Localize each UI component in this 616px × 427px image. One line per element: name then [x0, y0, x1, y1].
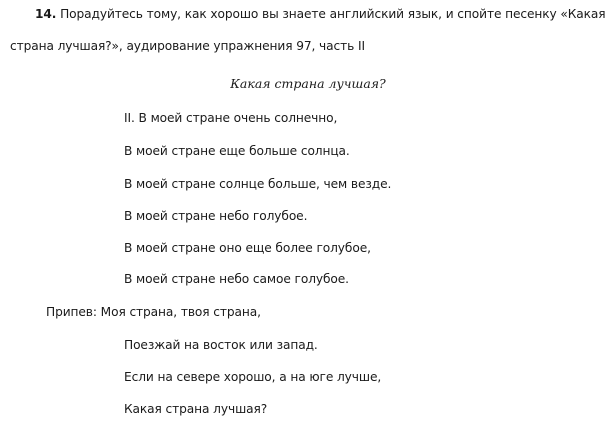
verse-line: В моей стране еще больше солнца. [124, 144, 350, 158]
task-instruction-line-1 [35, 6, 606, 22]
verse-line: В моей стране солнце больше, чем везде. [124, 177, 392, 191]
chorus-label: Припев: [46, 305, 97, 319]
verse-line: В моей стране небо голубое. [124, 209, 308, 223]
chorus-text: Моя страна, твоя страна, [100, 305, 261, 319]
task-number: 14. [35, 7, 57, 21]
task-text-1: Порадуйтесь тому, как хорошо вы знаете английский язык, и спойте песенку «Какая [60, 7, 606, 21]
verse-line: В моей стране небо самое голубое. [124, 272, 349, 286]
song-title: Какая страна лучшая? [230, 76, 386, 91]
task-text-2: страна лучшая?», аудирование упражнения 97, часть II [10, 39, 365, 53]
chorus-first-line [46, 304, 261, 320]
chorus-line: Если на севере хорошо, а на юге лучше, [124, 370, 382, 384]
verse-line: II. В моей стране очень солнечно, [124, 111, 338, 125]
task-instruction-line-2 [10, 38, 365, 54]
verse-line: В моей стране оно еще более голубое, [124, 241, 371, 255]
chorus-line: Какая страна лучшая? [124, 402, 268, 416]
chorus-line: Поезжай на восток или запад. [124, 338, 318, 352]
